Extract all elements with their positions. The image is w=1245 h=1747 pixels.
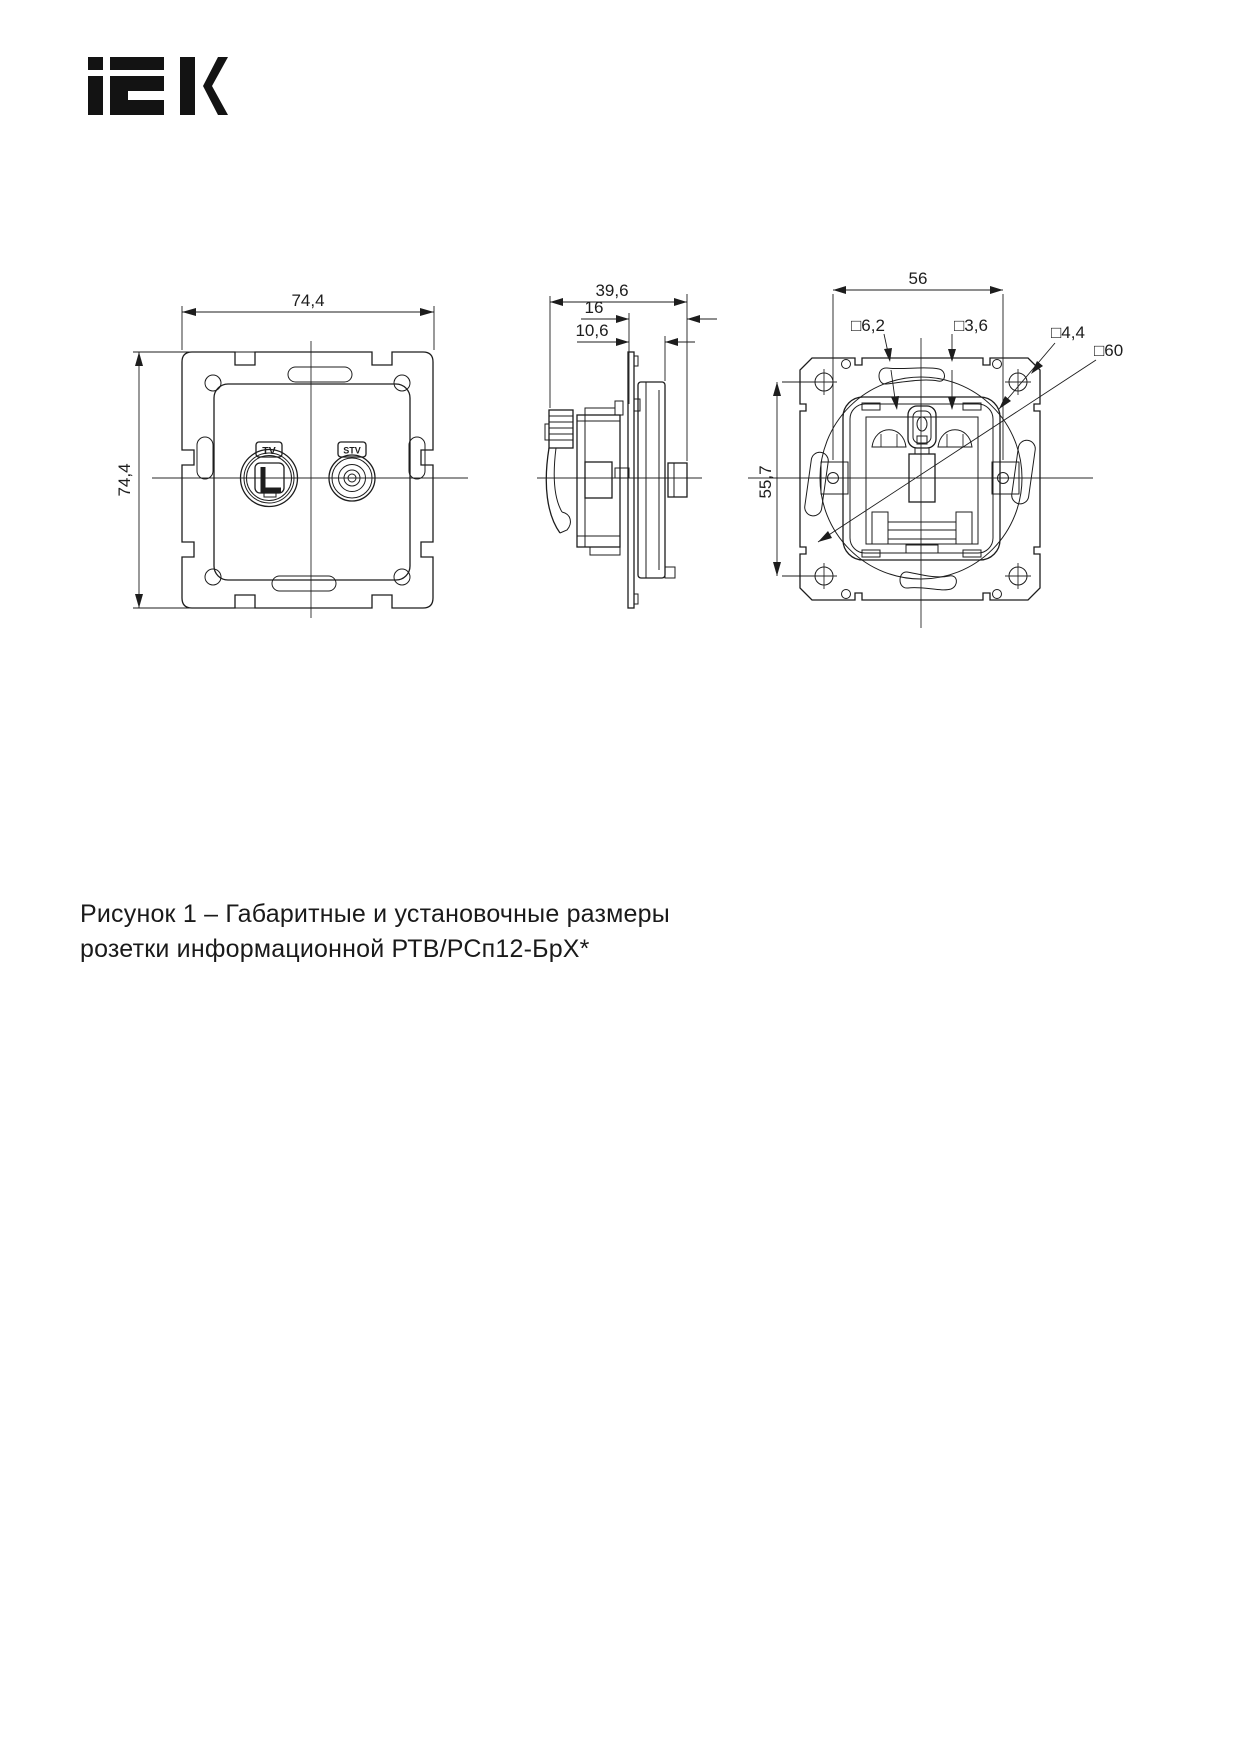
front-height-value: 74,4 xyxy=(115,463,134,497)
front-view xyxy=(115,291,468,618)
rear-slot-small-value: □3,6 xyxy=(954,316,988,335)
rear-plate-outline xyxy=(800,358,1040,600)
side-view xyxy=(537,281,717,608)
side-fixing-claw xyxy=(546,448,570,533)
rear-connector-housing xyxy=(843,397,1000,560)
front-face-panel xyxy=(214,384,410,580)
tv-connector-label: TV xyxy=(262,445,276,457)
side-connector-nose xyxy=(668,463,687,497)
figure-caption-line2: розетки информационной РТВ/РСп12-БрХ* xyxy=(80,935,590,963)
front-width-dimension xyxy=(182,291,434,350)
rear-view xyxy=(748,269,1123,628)
rear-hole-value: □4,4 xyxy=(1051,323,1085,342)
side-protrusion-value: 16 xyxy=(584,298,604,317)
rear-slot-small-callout xyxy=(948,316,988,410)
stv-connector-label: STV xyxy=(343,445,361,456)
rear-height-dimension xyxy=(756,382,816,576)
rear-hole-callout xyxy=(999,323,1085,409)
side-frame-value: 10,6 xyxy=(575,321,609,340)
side-frame-panel xyxy=(638,382,675,578)
tv-connector xyxy=(241,442,298,507)
front-width-value: 74,4 xyxy=(291,291,325,310)
rear-height-value: 55,7 xyxy=(756,465,775,499)
rear-slot-large-callout xyxy=(851,316,899,410)
rear-span-value: 56 xyxy=(908,269,928,288)
side-terminal-block xyxy=(545,410,573,448)
front-height-dimension xyxy=(115,352,343,608)
side-protrusion-dimension xyxy=(581,298,717,404)
rear-flange-value: □60 xyxy=(1094,341,1124,360)
front-plate-outline xyxy=(182,352,433,608)
stv-connector xyxy=(329,442,375,501)
rear-slot-large-value: □6,2 xyxy=(851,316,885,335)
figure-caption xyxy=(80,897,670,967)
side-frame-dimension xyxy=(575,321,695,381)
side-depth-value: 39,6 xyxy=(595,281,629,300)
figure-caption-line1: Рисунок 1 – Габаритные и установочные размеры xyxy=(80,900,670,928)
